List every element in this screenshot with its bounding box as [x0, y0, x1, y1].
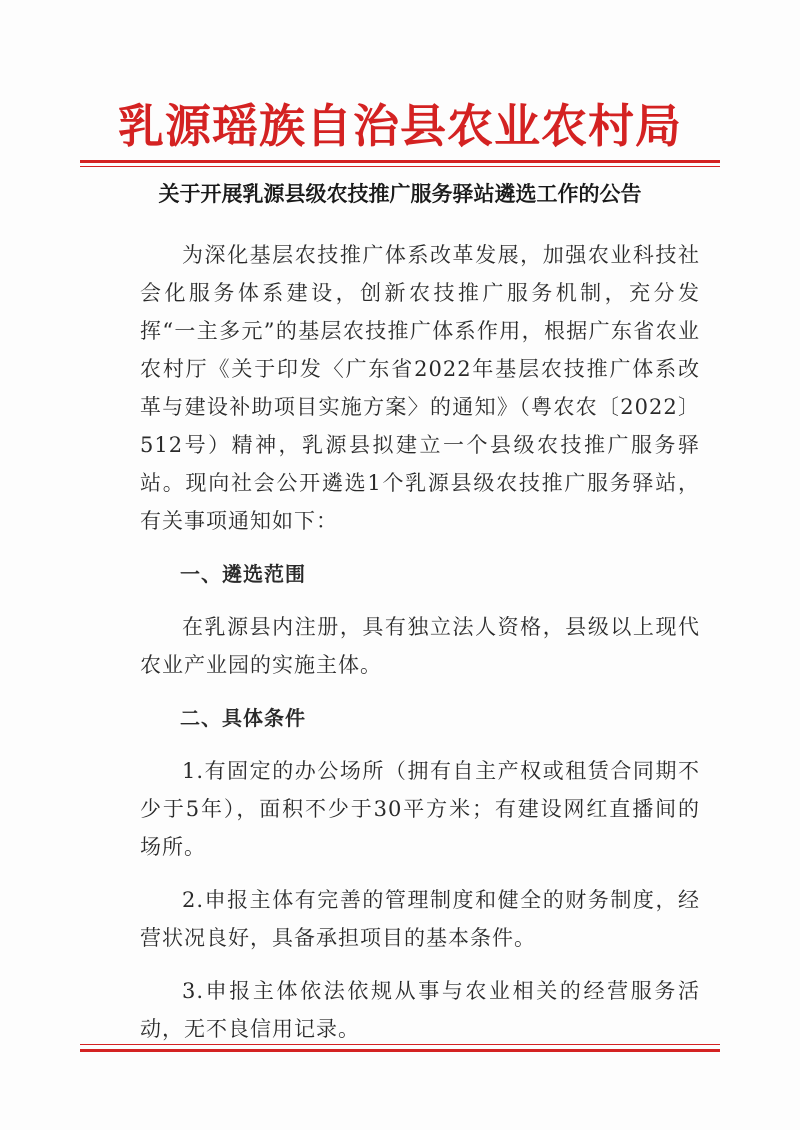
letterhead-title: 乳源瑶族自治县农业农村局 [118, 99, 682, 153]
condition-item: 1.有固定的办公场所（拥有自主产权或租赁合同期不少于5年），面积不少于30平方米；有建设网红直播间的场所。 [140, 759, 700, 859]
footer-rule-thin [80, 1044, 720, 1045]
section-heading: 二、具体条件 [180, 706, 306, 730]
section-heading: 一、遴选范围 [180, 562, 306, 586]
notice-body [140, 236, 700, 1048]
letterhead-rule-thin [80, 166, 720, 167]
notice-title: 关于开展乳源县级农技推广服务驿站遴选工作的公告 [158, 182, 642, 206]
footer-rule-thick [80, 1049, 720, 1052]
intro-paragraph: 为深化基层农技推广体系改革发展，加强农业科技社会化服务体系建设，创新农技推广服务机制，充分发挥“一主多元”的基层农技推广体系作用，根据广东省农业农村厅《关于印发〈广东省2022年基层农技推广体系改革与建设补助项目实施方案〉的通知》（粤农农〔2022〕512号）精神，乳源县拟建立一个县级农技推广服务驿站。现向社会公开遴选1个乳源县级农技推广服务驿站，有关事项通知如下： [140, 243, 700, 533]
section-paragraph: 在乳源县内注册，具有独立法人资格，县级以上现代农业产业园的实施主体。 [140, 615, 700, 677]
condition-item: 3.申报主体依法依规从事与农业相关的经营服务活动，无不良信用记录。 [140, 979, 700, 1041]
letterhead-rule-thick [80, 160, 720, 163]
condition-item: 2.申报主体有完善的管理制度和健全的财务制度，经营状况良好，具备承担项目的基本条件。 [140, 888, 700, 950]
